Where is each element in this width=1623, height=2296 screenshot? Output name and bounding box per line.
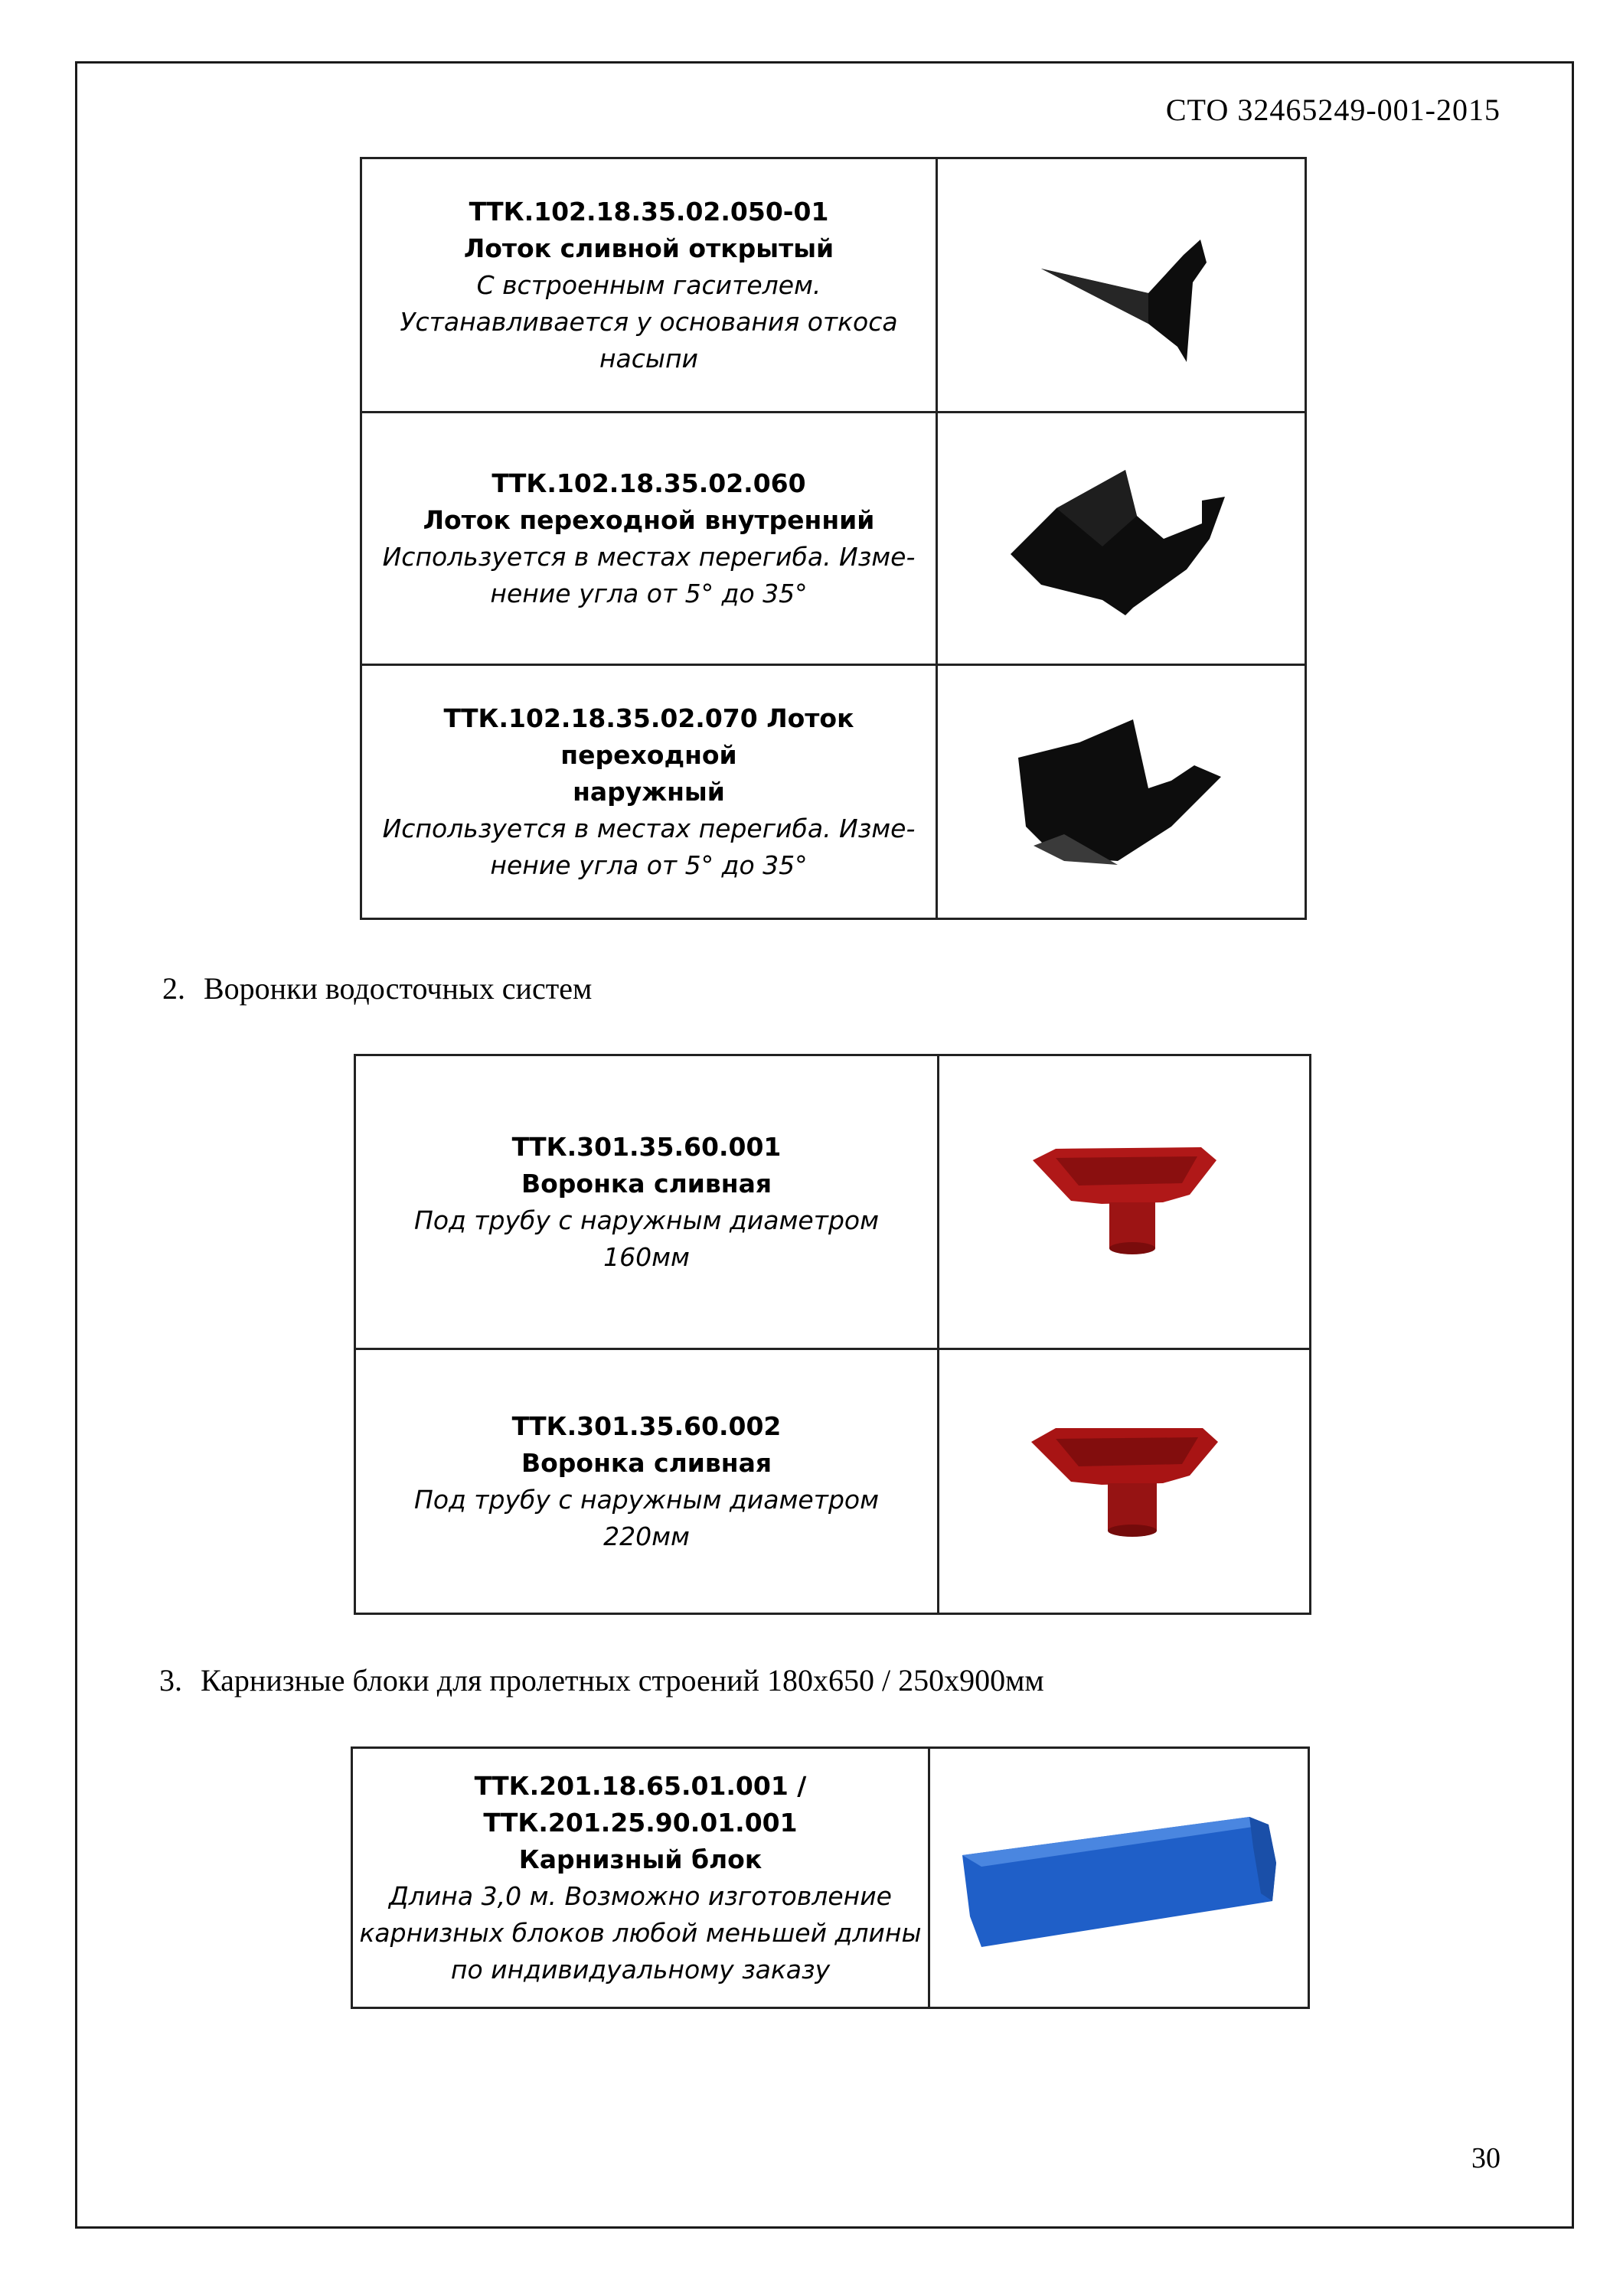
item-desc-line: Под трубу с наружным диаметром	[414, 1484, 879, 1515]
section-number: 3.	[159, 1663, 182, 1698]
table-row	[355, 1055, 1311, 1349]
item-image-cell	[929, 1748, 1309, 2008]
item-desc-line: по индивидуальному заказу	[450, 1954, 831, 1985]
item-desc-line: Устанавливается у основания откоса	[400, 306, 898, 337]
item-desc-line: Под трубу с наружным диаметром	[414, 1205, 879, 1235]
item-code: ТТК.102.18.35.02.060	[491, 468, 806, 498]
table-row	[352, 1748, 1309, 2008]
item-desc-line: насыпи	[599, 343, 699, 373]
item-desc-line: Используется в местах перегиба. Изме-	[382, 541, 916, 572]
item-image-cell	[937, 413, 1306, 665]
item-desc-line: 220мм	[603, 1521, 690, 1551]
item-image-cell	[937, 665, 1306, 919]
item-desc-line: С встроенным гасителем.	[476, 269, 821, 300]
item-description	[352, 1748, 929, 2008]
table-row	[361, 665, 1306, 919]
drain-funnel-icon	[1025, 1420, 1224, 1543]
document-code: СТО 32465249-001-2015	[1165, 93, 1501, 127]
item-image-cell	[939, 1055, 1311, 1349]
section-heading-funnels	[162, 970, 592, 1006]
section-number: 2.	[162, 971, 185, 1006]
section-heading-cornice-blocks	[159, 1662, 1044, 1698]
item-code: ТТК.201.18.65.01.001 /	[474, 1770, 807, 1801]
item-description	[355, 1055, 939, 1349]
section-title: Воронки водосточных систем	[204, 971, 593, 1006]
item-code: ТТК.102.18.35.02.050-01	[469, 196, 829, 227]
item-description	[355, 1349, 939, 1614]
table-row	[361, 413, 1306, 665]
item-name: Карнизный блок	[518, 1844, 763, 1874]
item-desc-line: нение угла от 5° до 35°	[490, 850, 808, 880]
item-code: ТТК.301.35.60.002	[511, 1411, 782, 1441]
item-name: Воронка сливная	[521, 1168, 772, 1199]
item-desc-line: 160мм	[603, 1241, 690, 1272]
item-code: ТТК.301.35.60.001	[511, 1131, 782, 1162]
cornice-block-icon	[958, 1802, 1280, 1955]
item-image-cell	[937, 158, 1306, 413]
item-image-cell	[939, 1349, 1311, 1614]
table-row	[361, 158, 1306, 413]
item-name: Лоток сливной открытый	[463, 233, 834, 263]
inner-transition-tray-icon	[1011, 455, 1233, 623]
cornice-blocks-table	[351, 1746, 1310, 2009]
item-desc-line: нение угла от 5° до 35°	[490, 578, 808, 608]
item-description	[361, 665, 937, 919]
item-desc-line: Длина 3,0 м. Возможно изготовление	[388, 1880, 892, 1911]
trays-table	[360, 157, 1307, 920]
drain-funnel-icon	[1025, 1141, 1224, 1264]
item-code: ТТК.201.25.90.01.001	[483, 1807, 798, 1838]
section-title: Карнизные блоки для пролетных строений 180х650 / 250х900мм	[201, 1663, 1044, 1698]
item-name: Лоток переходной внутренний	[423, 504, 875, 535]
table-row	[355, 1349, 1311, 1614]
funnels-table	[354, 1054, 1311, 1615]
item-name: наружный	[573, 776, 725, 807]
outer-transition-tray-icon	[1018, 712, 1225, 872]
item-desc-line: карнизных блоков любой меньшей длины	[359, 1917, 922, 1948]
item-description	[361, 158, 937, 413]
page-number: 30	[1471, 2142, 1501, 2174]
item-description	[361, 413, 937, 665]
item-desc-line: Используется в местах перегиба. Изме-	[382, 813, 916, 843]
open-drain-tray-with-damper-icon	[1034, 209, 1210, 362]
item-code: ТТК.102.18.35.02.070 Лоток переходной	[443, 703, 854, 770]
item-name: Воронка сливная	[521, 1447, 772, 1478]
